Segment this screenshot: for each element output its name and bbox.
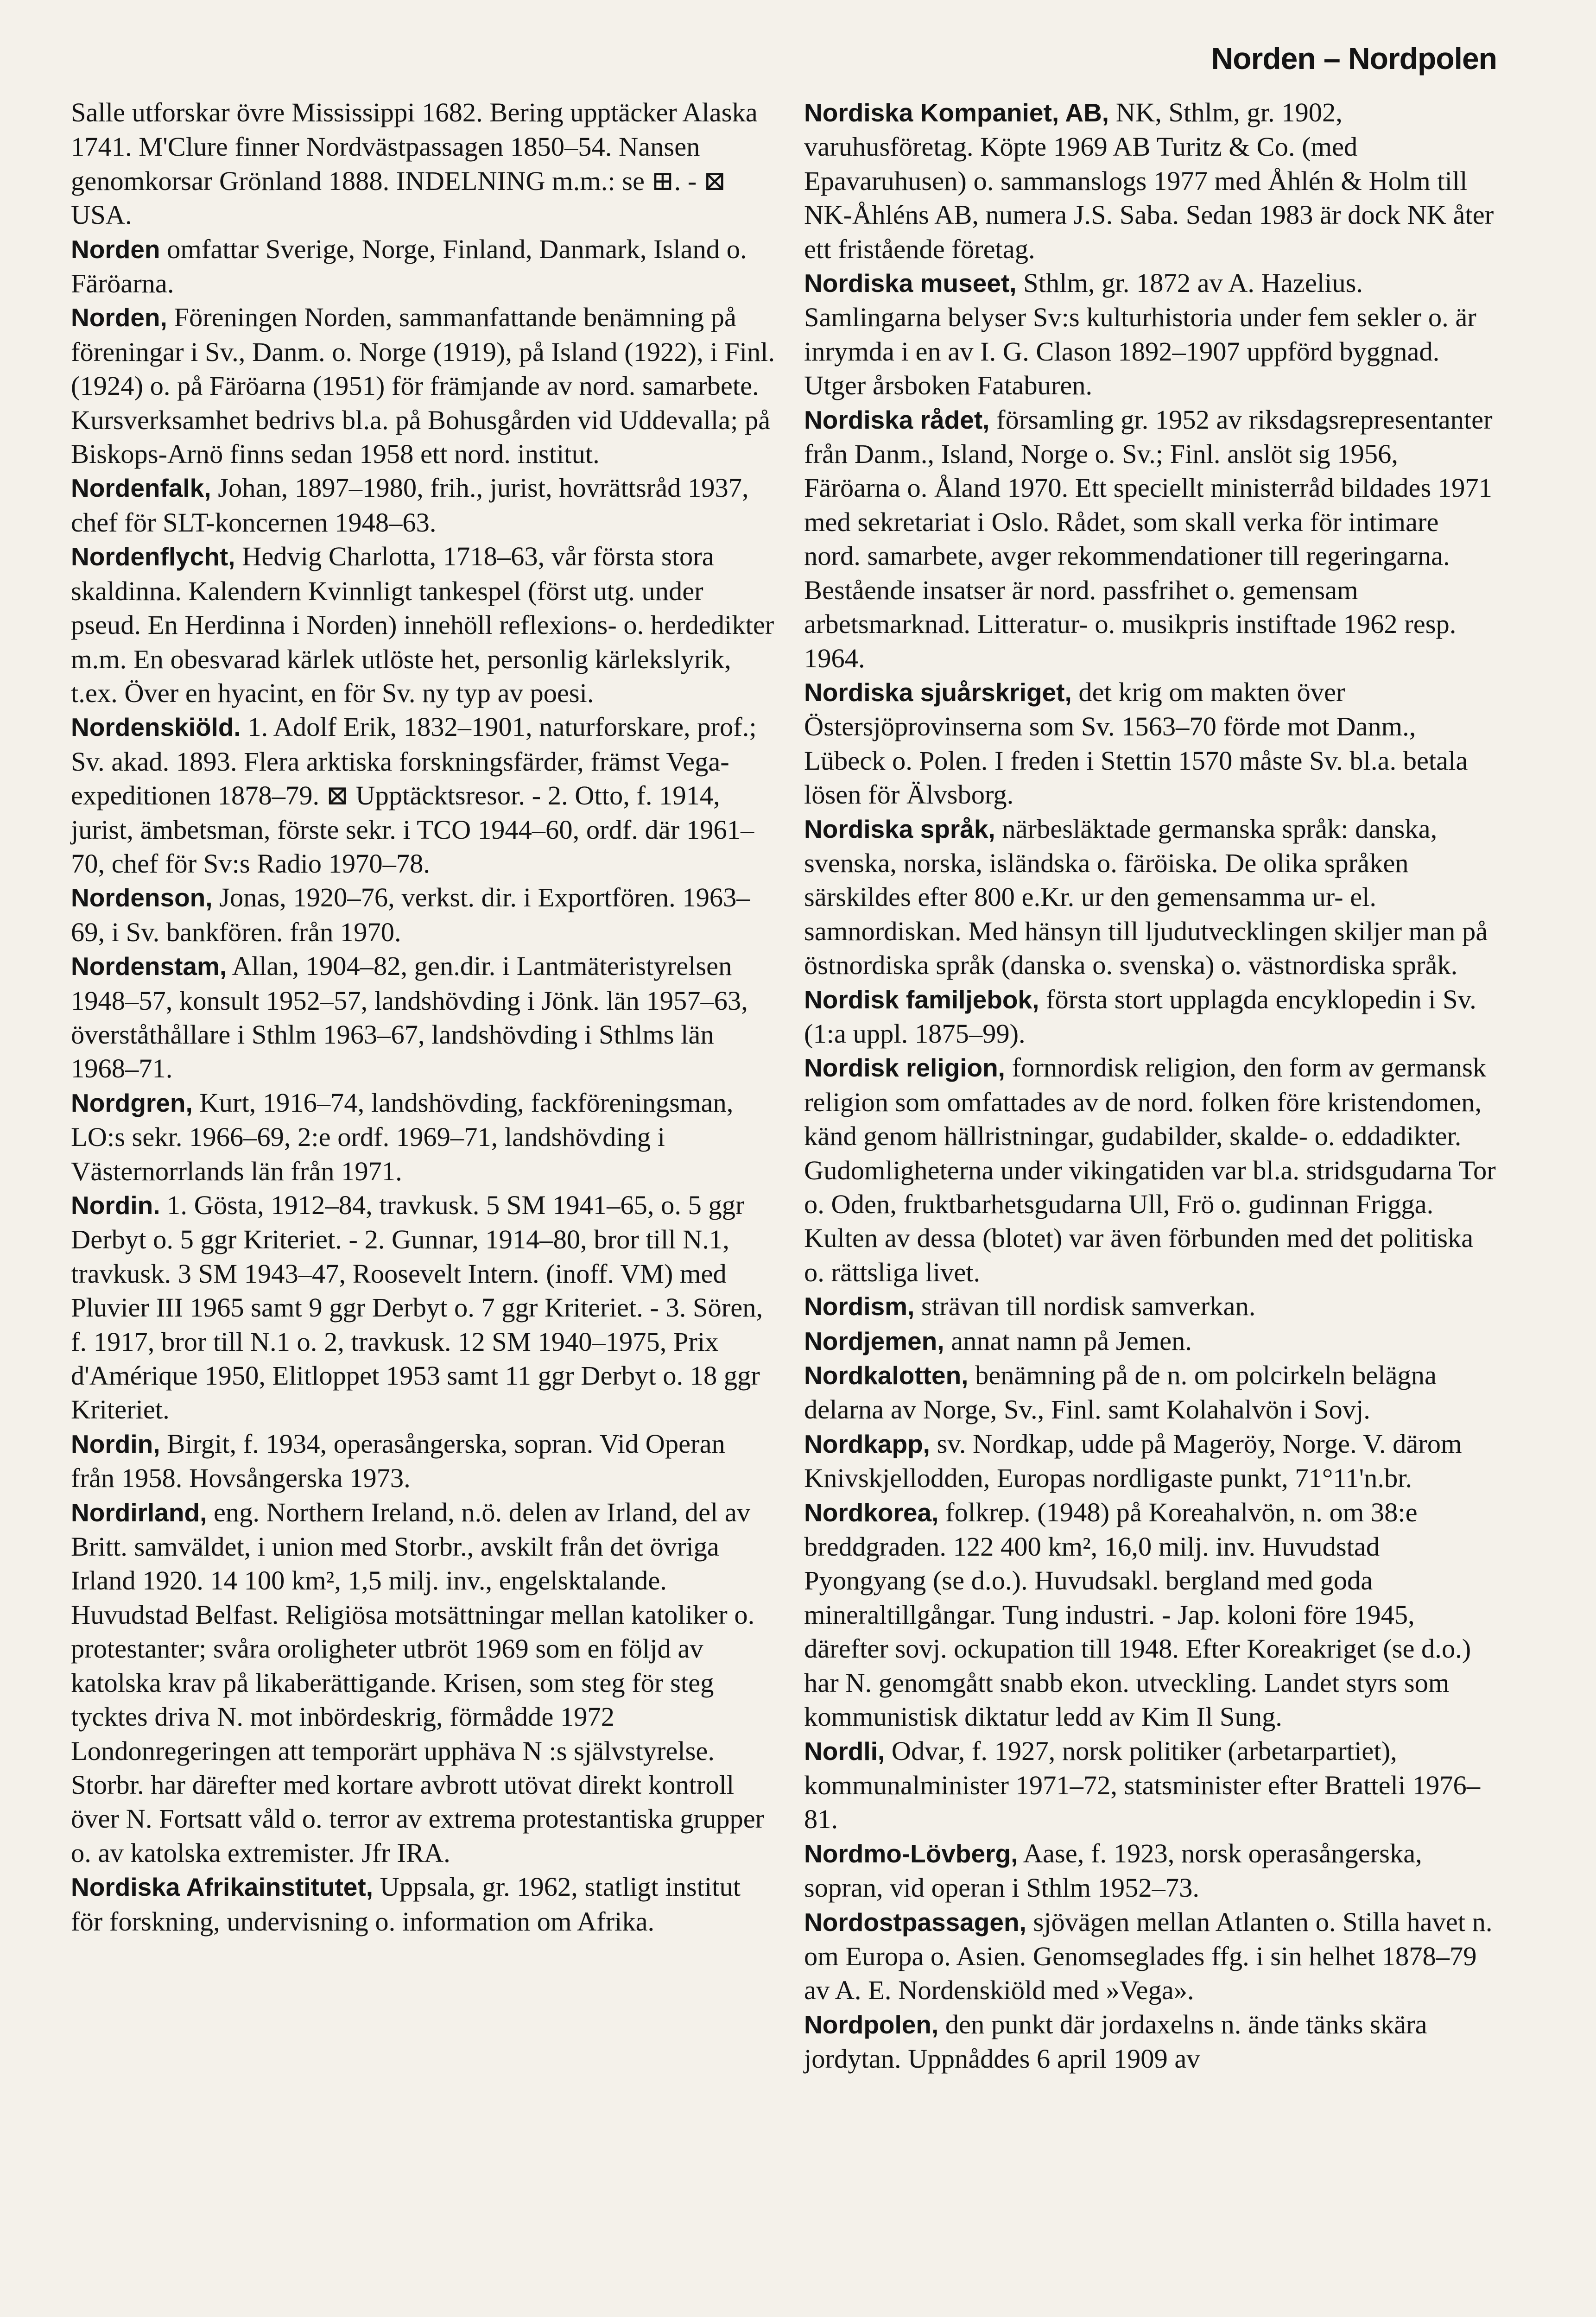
dictionary-entry xyxy=(804,982,1499,1051)
entry-text: 1. Gösta, 1912–84, travkusk. 5 SM 1941–65, o. 5 ggr Derbyt o. 5 ggr Kriteriet. - 2. Gunnar, 1914–80, bror till N.1, travkusk. 3 SM 1943–47, Roosevelt Intern. (inoff. VM) med Pluvier III 1965 samt 9 ggr Derbyt o. 7 ggr Kriteriet. - 3. Sören, f. 1917, bror till N.1 o. 2, travkusk. 12 SM 1940–1975, Prix d'Amérique 1950, Elitloppet 1953 samt 11 ggr Derbyt o. 18 ggr Kriteriet. xyxy=(71,1190,763,1425)
dictionary-entry xyxy=(71,710,775,880)
entry-headword: Nordisk religion, xyxy=(804,1053,1005,1083)
entry-text: annat namn på Jemen. xyxy=(944,1325,1192,1356)
entry-headword: Nordiska sjuårskriget, xyxy=(804,677,1072,707)
dictionary-entry xyxy=(71,1086,775,1188)
dictionary-entry xyxy=(71,232,775,301)
dictionary-entry xyxy=(804,403,1499,675)
dictionary-entry xyxy=(804,1836,1499,1905)
entry-headword: Nordirland, xyxy=(71,1498,207,1527)
dictionary-entry xyxy=(804,1051,1499,1289)
entry-text: Jonas, 1920–76, verkst. dir. i Exportfören. 1963–69, i Sv. bankfören. från 1970. xyxy=(71,882,750,947)
entry-text: sjövägen mellan Atlanten o. Stilla havet n. om Europa o. Asien. Genomseglades ffg. i sin helhet 1878–79 av A. E. Nordenskiöld med »Vega». xyxy=(804,1906,1493,2006)
entry-headword: Nordkapp, xyxy=(804,1429,930,1458)
dictionary-entry xyxy=(804,1324,1499,1358)
entry-text: eng. Northern Ireland, n.ö. delen av Irland, del av Britt. samväldet, i union med Storbr., avskilt från det övriga Irland 1920. 14 100 km², 1,5 milj. inv., engelsktalande. Huvudstad Belfast. Religiösa motsättningar mellan katoliker o. protestanter; svåra oroligheter utbröt 1969 som en följd av katolska krav på likaberättigande. Krisen, som steg för steg tycktes driva N. mot inbördeskrig, förmådde 1972 Londonregeringen att temporärt upphäva N :s självstyrelse. Storbr. har därefter med kortare avbrott utövat direkt kontroll över N. Fortsatt våld o. terror av extrema protestantiska grupper o. av katolska extremister. Jfr IRA. xyxy=(71,1497,765,1868)
dictionary-entry xyxy=(71,471,775,539)
entry-headword: Nordism, xyxy=(804,1292,915,1321)
dictionary-entry xyxy=(804,1734,1499,1836)
entry-text: närbesläktade germanska språk: danska, svenska, norska, isländska o. färöiska. De olika språken särskildes efter 800 e.Kr. ur den gemensamma ur- el. samnordiskan. Med hänsyn till ljudutvecklingen skiljer man på östnordiska språk (danska o. svenska) o. västnordiska språk. xyxy=(804,813,1488,981)
dictionary-entry xyxy=(71,300,775,471)
entry-headword: Nordiska språk, xyxy=(804,814,995,843)
dictionary-entry xyxy=(71,539,775,710)
entry-text: första stort upplagda encyklopedin i Sv. (1:a uppl. 1875–99). xyxy=(804,984,1476,1049)
entry-headword: Nordjemen, xyxy=(804,1326,944,1355)
dictionary-entry xyxy=(71,880,775,949)
right-column xyxy=(804,95,1499,2076)
dictionary-entry xyxy=(804,1427,1499,1495)
dictionary-entry xyxy=(71,949,775,1086)
entry-headword: Nordisk familjebok, xyxy=(804,985,1039,1014)
entry-headword: Nordenskiöld. xyxy=(71,713,241,742)
entry-headword: Nordin. xyxy=(71,1191,160,1220)
dictionary-entry xyxy=(804,95,1499,266)
entry-text: Kurt, 1916–74, landshövding, fackföreningsman, LO:s sekr. 1966–69, 2:e ordf. 1969–71, landshövding i Västernorrlands län från 1971. xyxy=(71,1087,734,1186)
entry-text: sv. Nordkap, udde på Mageröy, Norge. V. därom Knivskjellodden, Europas nordligaste punkt, 71°11'n.br. xyxy=(804,1428,1462,1494)
entry-headword: Nordgren, xyxy=(71,1088,193,1117)
entry-headword: Nordkorea, xyxy=(804,1498,939,1527)
entry-text: NK, Sthlm, gr. 1902, varuhusföretag. Köpte 1969 AB Turitz & Co. (med Epavaruhusen) o. sammanslogs 1977 med Åhlén & Holm till NK-Åhléns AB, numera J.S. Saba. Sedan 1983 är dock NK åter ett fristående företag. xyxy=(804,97,1494,264)
entry-text: det krig om makten över Östersjöprovinserna som Sv. 1563–70 förde mot Danm., Lübeck o. Polen. I freden i Stettin 1570 måste Sv. bl.a. betala lösen för Älvsborg. xyxy=(804,677,1468,810)
dictionary-entry xyxy=(71,1188,775,1427)
entry-text: Birgit, f. 1934, operasångerska, sopran. Vid Operan från 1958. Hovsångerska 1973. xyxy=(71,1428,725,1494)
entry-headword: Nordiska Kompaniet, AB, xyxy=(804,98,1109,127)
entry-text: Sthlm, gr. 1872 av A. Hazelius. Samlingarna belyser Sv:s kulturhistoria under fem sekler o. är inrymda i en av I. G. Clason 1892–1907 uppförd byggnad. Utger årsboken Fataburen. xyxy=(804,268,1476,401)
entry-headword: Nordiska Afrikainstitutet, xyxy=(71,1873,373,1902)
entry-text: den punkt där jordaxelns n. ände tänks skära jordytan. Uppnåddes 6 april 1909 av xyxy=(804,2009,1427,2074)
entry-headword: Nordli, xyxy=(804,1736,885,1766)
dictionary-entry xyxy=(71,1495,775,1870)
entry-text: fornnordisk religion, den form av germansk religion som omfattades av de nord. folken före kristendomen, känd genom hällristningar, gudabilder, skalde- o. eddadikter. Gudomligheterna under vikingatiden var bl.a. stridsgudarna Tor o. Oden, fruktbarhetsgudarna Ull, Frö o. gudinnan Frigga. Kulten av dessa (blotet) var även förbunden med det politiska o. rättsliga livet. xyxy=(804,1052,1496,1287)
entry-text: Aase, f. 1923, norsk operasångerska, sopran, vid operan i Sthlm 1952–73. xyxy=(804,1838,1422,1903)
entry-text: Uppsala, gr. 1962, statligt institut för forskning, undervisning o. information om Afrika. xyxy=(71,1872,741,1937)
dictionary-entry xyxy=(804,1495,1499,1734)
entry-text: omfattar Sverige, Norge, Finland, Danmark, Island o. Färöarna. xyxy=(71,234,747,299)
entry-text: Johan, 1897–1980, frih., jurist, hovrättsråd 1937, chef för SLT-koncernen 1948–63. xyxy=(71,473,749,538)
entry-headword: Nordenflycht, xyxy=(71,542,235,571)
entry-text: församling gr. 1952 av riksdagsrepresentanter från Danm., Island, Norge o. Sv.; Finl. anslöt sig 1956, Färöarna o. Åland 1970. Ett speciellt ministerråd bildades 1971 med sekretariat i Oslo. Rådet, som skall verka för intimare nord. samarbete, avger rekommendationer till regeringarna. Bestående insatser är nord. passfrihet o. gemensam arbetsmarknad. Litteratur- o. musikpris instiftade 1962 resp. 1964. xyxy=(804,404,1493,673)
dictionary-entry xyxy=(804,1905,1499,2007)
dictionary-entry xyxy=(804,675,1499,812)
entry-text: strävan till nordisk samverkan. xyxy=(914,1291,1256,1322)
dictionary-entry xyxy=(804,2007,1499,2076)
dictionary-entry xyxy=(804,1358,1499,1427)
entry-text: 1. Adolf Erik, 1832–1901, naturforskare, prof.; Sv. akad. 1893. Flera arktiska forskningsfärder, främst Vega-expeditionen 1878–79. ⊠ Upptäcktsresor. - 2. Otto, f. 1914, jurist, ämbetsman, förste sekr. i TCO 1944–60, ordf. där 1961–70, chef för Sv:s Radio 1970–78. xyxy=(71,712,757,879)
entry-headword: Nordkalotten, xyxy=(804,1361,969,1390)
dictionary-entry xyxy=(804,812,1499,982)
entry-headword: Nordenfalk, xyxy=(71,474,211,503)
entry-text: benämning på de n. om polcirkeln belägna delarna av Norge, Sv., Finl. samt Kolahalvön i Sovj. xyxy=(804,1360,1437,1425)
entry-text: Hedvig Charlotta, 1718–63, vår första stora skaldinna. Kalendern Kvinnligt tankespel (först utg. under pseud. En Herdinna i Norden) innehöll reflexions- o. herdedikter m.m. En obesvarad kärlek utlöste het, personlig kärlekslyrik, t.ex. Över en hyacint, en för Sv. ny typ av poesi. xyxy=(71,541,774,708)
entry-headword: Nordiska museet, xyxy=(804,269,1017,298)
entry-headword: Nordmo-Lövberg, xyxy=(804,1839,1018,1868)
entry-headword: Nordpolen, xyxy=(804,2010,939,2039)
entry-text: Föreningen Norden, sammanfattande benämning på föreningar i Sv., Danm. o. Norge (1919), på Island (1922), i Finl. (1924) o. på Färöarna (1951) för främjande av nord. samarbete. Kursverksamhet bedrivs bl.a. på Bohusgården vid Uddevalla; på Biskops-Arnö finns sedan 1958 ett nord. institut. xyxy=(71,302,775,469)
entry-headword: Norden, xyxy=(71,303,167,332)
dictionary-entry xyxy=(71,1427,775,1495)
entry-text: Allan, 1904–82, gen.dir. i Lantmäteristyrelsen 1948–57, konsult 1952–57, landshövding i Jönk. län 1957–63, överståthållare i Sthlm 1963–67, landshövding i Sthlms län 1968–71. xyxy=(71,951,748,1084)
dictionary-entry xyxy=(71,95,775,232)
entry-headword: Nordenson, xyxy=(71,883,213,912)
left-column xyxy=(71,95,775,1938)
entry-headword: Norden xyxy=(71,234,160,264)
dictionary-entry xyxy=(804,1289,1499,1323)
dictionary-entry xyxy=(804,266,1499,403)
running-head: Norden – Nordpolen xyxy=(1211,41,1497,76)
entry-text: Salle utforskar övre Mississippi 1682. Bering upptäcker Alaska 1741. M'Clure finner Nordvästpassagen 1850–54. Nansen genomkorsar Grönland 1888. INDELNING m.m.: se ⊞. - ⊠ USA. xyxy=(71,97,758,230)
entry-headword: Nordin, xyxy=(71,1429,160,1458)
entry-headword: Nordenstam, xyxy=(71,952,227,981)
entry-text: folkrep. (1948) på Koreahalvön, n. om 38:e breddgraden. 122 400 km², 16,0 milj. inv. Huvudstad Pyongyang (se d.o.). Huvudsakl. bergland med goda mineraltillgångar. Tung industri. - Jap. koloni före 1945, därefter sovj. ockupation till 1948. Efter Koreakriget (se d.o.) har N. genomgått snabb ekon. utveckling. Landet styrs som kommunistisk diktatur ledd av Kim Il Sung. xyxy=(804,1497,1471,1732)
entry-headword: Nordiska rådet, xyxy=(804,405,990,434)
entry-text: Odvar, f. 1927, norsk politiker (arbetarpartiet), kommunalminister 1971–72, statsminister efter Bratteli 1976–81. xyxy=(804,1735,1481,1835)
entry-headword: Nordostpassagen, xyxy=(804,1907,1026,1937)
dictionary-entry xyxy=(71,1870,775,1938)
